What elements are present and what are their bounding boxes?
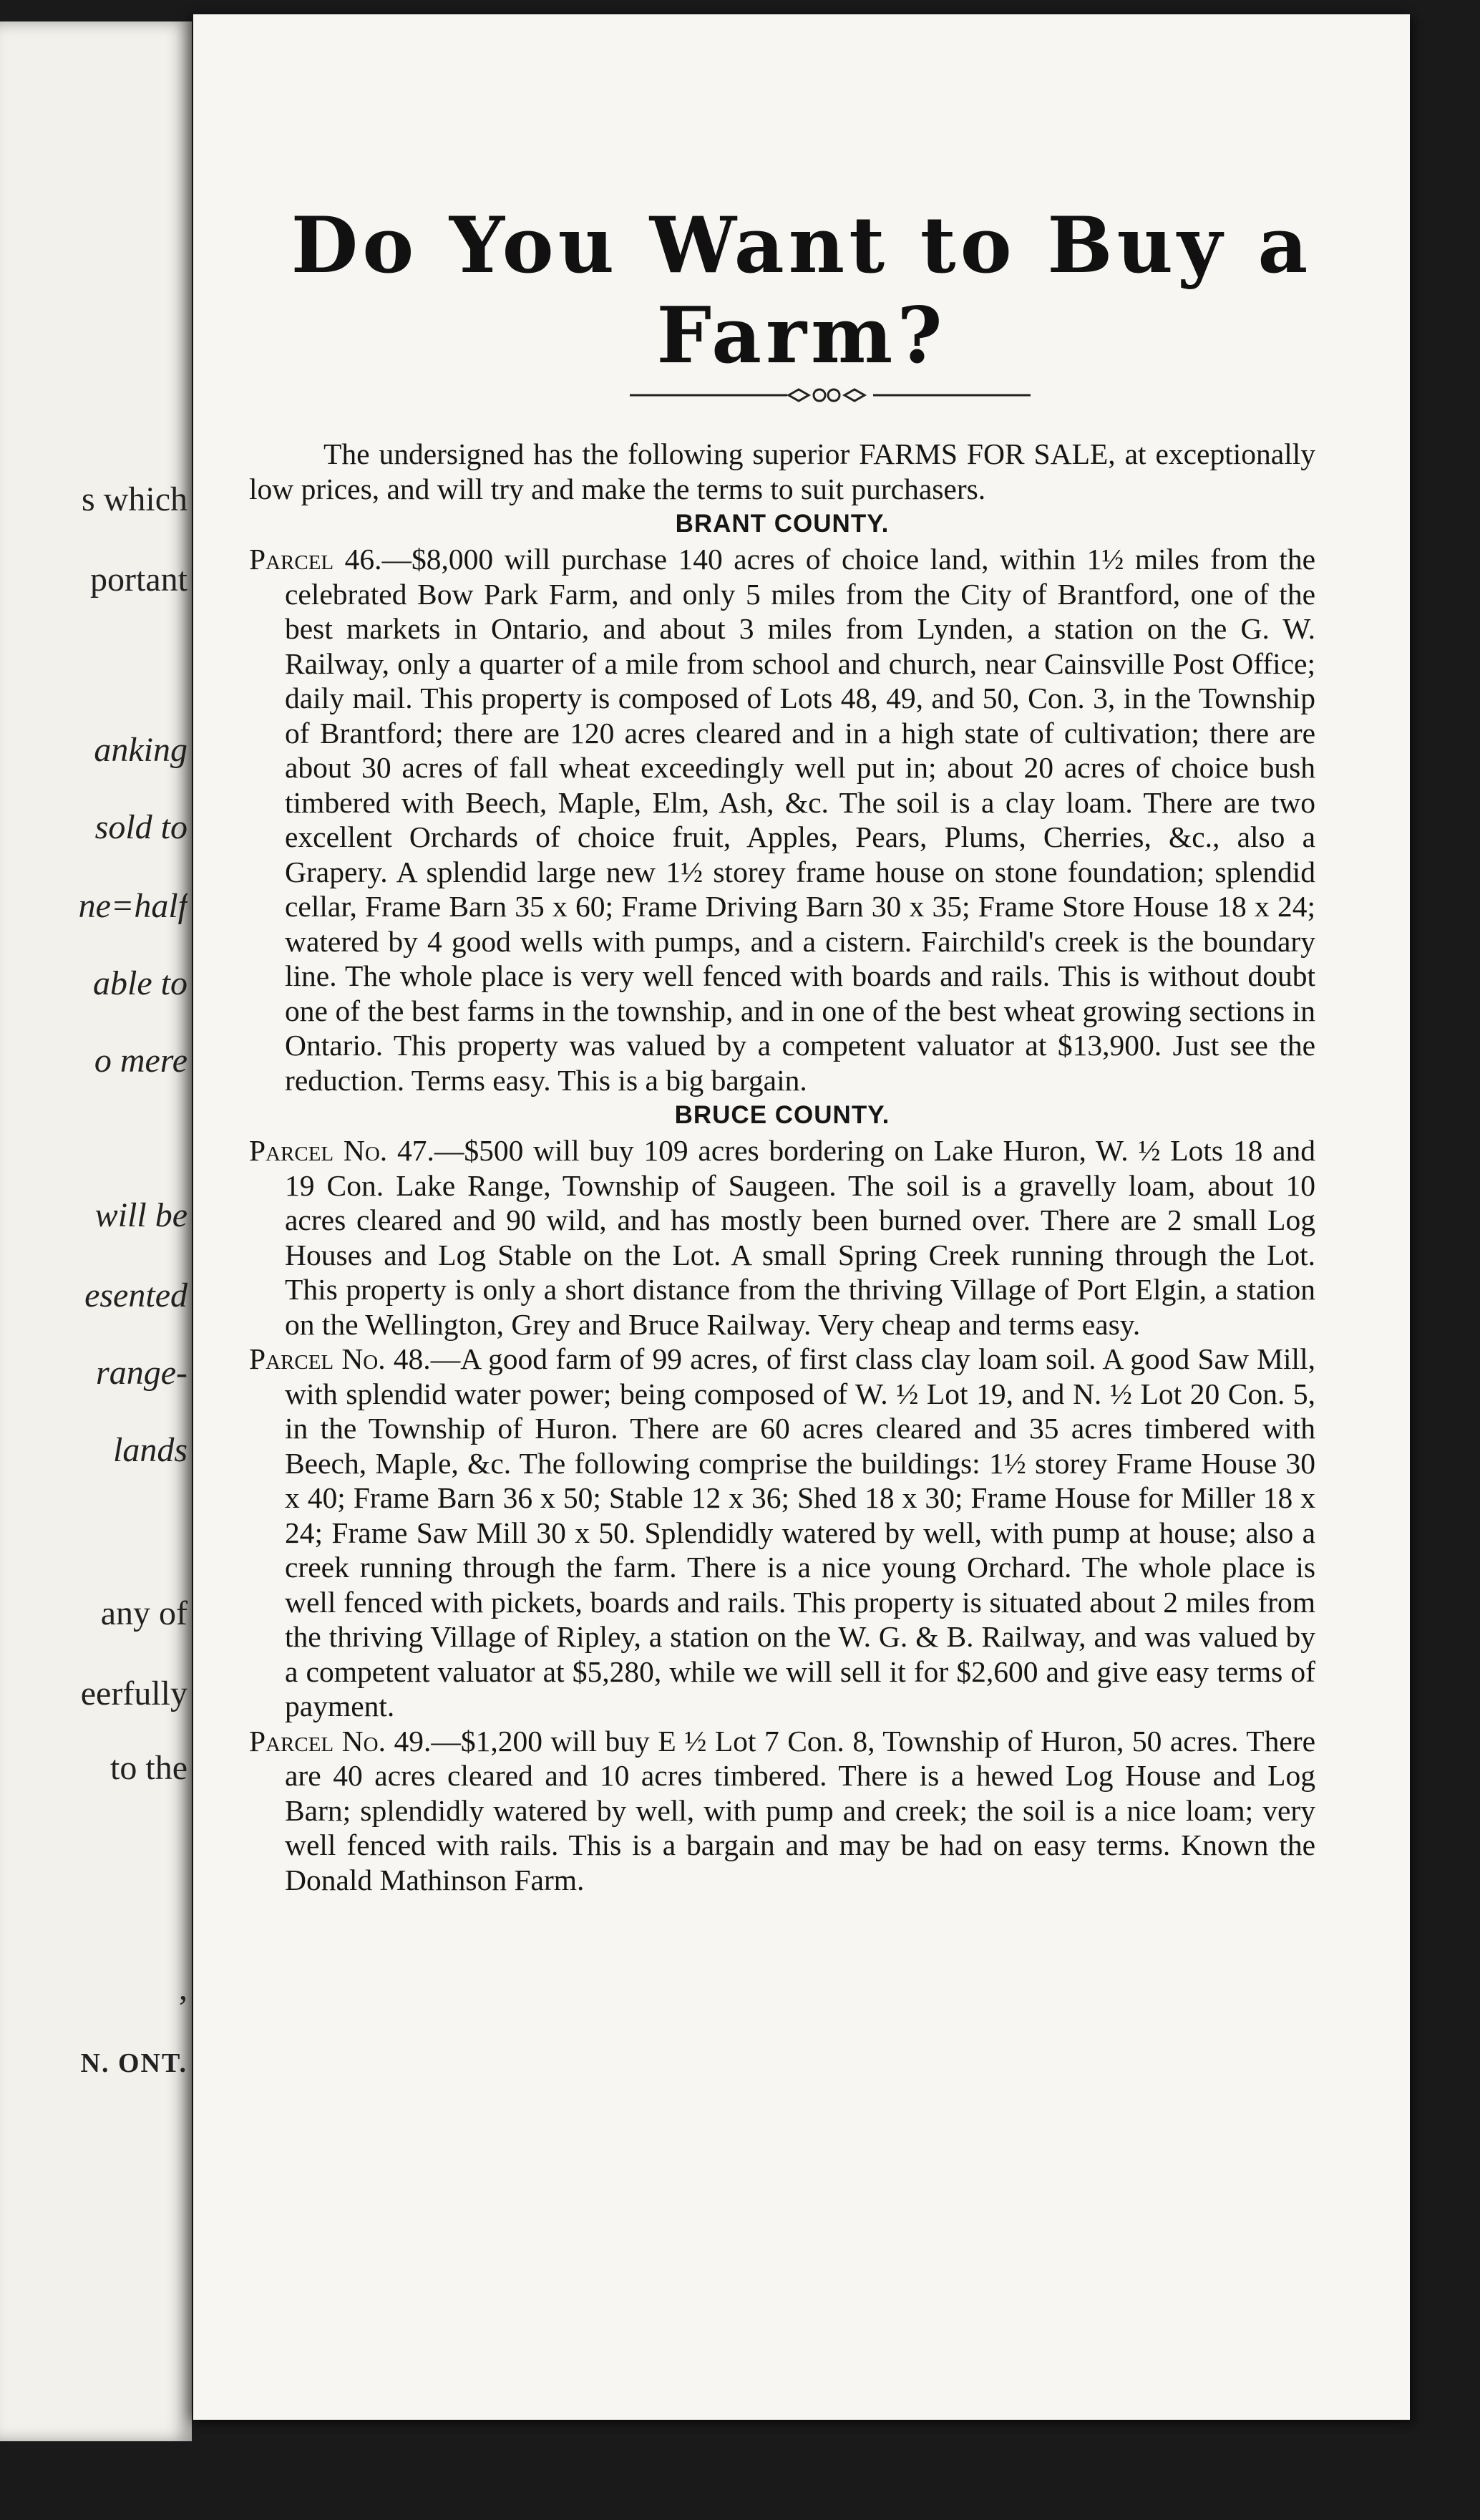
left-page-line: N. ONT. xyxy=(80,2048,188,2078)
parcel-label: Parcel No. 48. xyxy=(249,1342,431,1375)
ornament-divider xyxy=(630,381,1031,410)
section-heading-bruce: BRUCE COUNTY. xyxy=(674,1101,890,1129)
page-title: Do You Want to Buy a Farm? xyxy=(291,200,1313,381)
main-page xyxy=(193,14,1410,2420)
left-page-line: sold to xyxy=(94,808,188,846)
parcel-text: —A good farm of 99 acres, of first class clay loam soil. A good Saw Mill, with splendid water power; being composed of W. ½ Lot 19, and N. ½ Lot 20 Con. 5, in the Township of Huron. There are 60 acres cleared and 35 acres timbered with Beech, Maple, &c. The following comprise the buildings: 1½ storey Frame House 30 x 40; Frame Barn 36 x 50; Stable 12 x 36; Shed 18 x 30; Frame House for Miller 18 x 24; Frame Saw Mill 30 x 50. Splendidly watered by well, with pump at house; also a creek running through the farm. There is a nice young Orchard. The whole place is well fenced with pickets, boards and rails. This property is situated about 2 miles from the thriving Village of Ripley, a station on the W. G. & B. Railway, and was valued by a competent valuator at $5,280, while we will sell it for $2,600 and give easy terms of payment. xyxy=(285,1342,1315,1722)
parcel-label: Parcel 46. xyxy=(249,543,382,576)
left-page-line: ne=half xyxy=(78,887,188,925)
left-page-line: , xyxy=(179,1969,188,2007)
left-page-line: to the xyxy=(110,1749,188,1787)
parcel-label: Parcel No. 47. xyxy=(249,1134,434,1167)
parcel-text: —$1,200 will buy E ½ Lot 7 Con. 8, Township of Huron, 50 acres. There are 40 acres cleared and 10 acres timbered. There is a hewed Log House and Log Barn; splendidly watered by well, with pump and creek; the soil is a nice loam; very well fenced with rails. This is a bargain and may be had on easy terms. Known the Donald Mathinson Farm. xyxy=(285,1724,1315,1896)
left-page-line: anking xyxy=(94,731,188,769)
parcel-label: Parcel No. 49. xyxy=(249,1724,432,1758)
left-page-line: portant xyxy=(90,561,188,598)
left-page-line: range- xyxy=(96,1354,188,1392)
parcel-47 xyxy=(249,1133,1315,1342)
parcel-text: —$8,000 will purchase 140 acres of choice land, within 1½ miles from the celebrated Bow Park Farm, and only 5 miles from the City of Brantford, one of the best markets in Ontario, and about 3 miles from Lynden, a station on the G. W. Railway, only a quarter of a mile from school and church, near Cainsville Post Office; daily mail. This property is composed of Lots 48, 49, and 50, Con. 3, in the Township of Brantford; there are 120 acres cleared and in a high state of cultivation; there are about 30 acres of fall wheat exceedingly well put in; about 20 acres of choice bush timbered with Beech, Maple, Elm, Ash, &c. The soil is a clay loam. There are two excellent Orchards of choice fruit, Apples, Pears, Plums, Cherries, &c., also a Grapery. A splendid large new 1½ storey frame house on stone foundation; splendid cellar, Frame Barn 35 x 60; Frame Driving Barn 30 x 35; Frame Store House 18 x 24; watered by 4 good wells with pumps, and a cistern. Fairchild's creek is the boundary line. The whole place is very well fenced with boards and rails. This is without doubt one of the best farms in the township, and in one of the best wheat growing sections in Ontario. This property was valued by a competent valuator at $13,900. Just see the reduction. Terms easy. This is a big bargain. xyxy=(285,543,1316,1097)
parcel-49 xyxy=(249,1724,1315,1898)
left-page-line: able to xyxy=(93,964,188,1002)
left-page-fragment xyxy=(0,21,192,2441)
left-page-line: o mere xyxy=(94,1042,188,1080)
left-page-line: lands xyxy=(112,1431,188,1469)
parcel-46 xyxy=(249,542,1315,1097)
parcel-text: —$500 will buy 109 acres bordering on Lake Huron, W. ½ Lots 18 and 19 Con. Lake Range, Township of Saugeen. The soil is a gravelly loam, about 10 acres cleared and 90 wild, and has mostly been burned over. There are 2 small Log Houses and Log Stable on the Lot. A small Spring Creek running through the Lot. This property is only a short distance from the thriving Village of Port Elgin, a station on the Wellington, Grey and Bruce Railway. Very cheap and terms easy. xyxy=(285,1134,1315,1341)
left-page-line: any of xyxy=(100,1594,188,1632)
left-page-line: esented xyxy=(84,1276,188,1314)
left-page-line: s which xyxy=(82,480,188,518)
left-page-line: eerfully xyxy=(80,1675,188,1712)
left-page-line: will be xyxy=(94,1196,188,1234)
body-text xyxy=(249,437,1315,1897)
parcel-48 xyxy=(249,1342,1315,1724)
section-heading-brant: BRANT COUNTY. xyxy=(675,510,890,538)
intro-paragraph: The undersigned has the following superior FARMS FOR SALE, at exceptionally low prices, and will try and make the terms to suit purchasers. xyxy=(249,437,1315,505)
